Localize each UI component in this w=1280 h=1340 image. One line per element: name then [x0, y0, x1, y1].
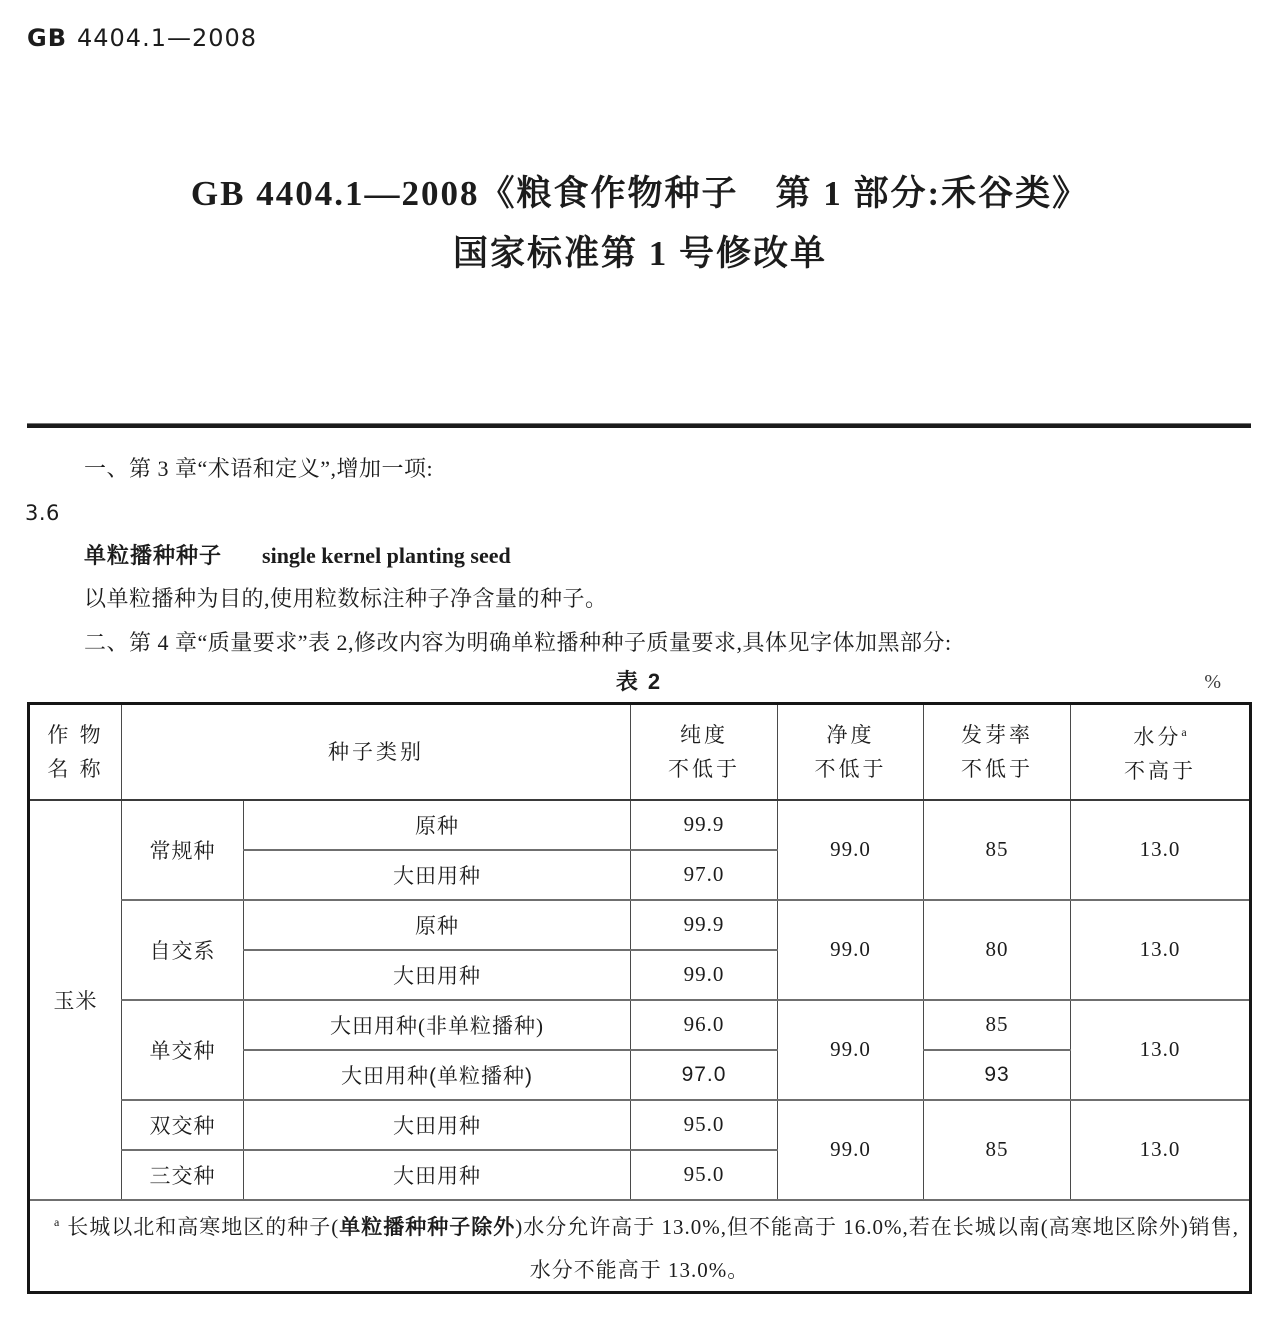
- cell-crop-corn: 玉米: [29, 800, 122, 1200]
- cell-germination-value: 85: [924, 1100, 1071, 1200]
- cell-germination-value: 85: [924, 800, 1071, 900]
- title-line-1: GB 4404.1—2008《粮食作物种子 第 1 部分:禾谷类》: [190, 174, 1090, 213]
- cell-purity-value: 95.0: [631, 1100, 778, 1150]
- cell-purity-value: 97.0: [631, 850, 778, 900]
- cell-seed-non-single-kernel: 大田用种(非单粒播种): [244, 1000, 631, 1050]
- footnote-text-bold: 单粒播种种子除外: [339, 1215, 516, 1239]
- header-cleanliness-line1: 净度: [826, 722, 875, 747]
- cell-moisture-value: 13.0: [1071, 800, 1251, 900]
- cell-seed-datianyongzhong: 大田用种: [244, 1150, 631, 1200]
- cell-seed-yuanzhong: 原种: [244, 800, 631, 850]
- horizontal-rule: [27, 423, 1251, 428]
- cell-type-shuangjiaozhong: 双交种: [122, 1100, 244, 1150]
- header-cell-cleanliness: [778, 704, 924, 800]
- term-definition: 以单粒播种为目的,使用粒数标注种子净含量的种子。: [84, 586, 608, 611]
- table-caption: 表 2: [615, 669, 663, 694]
- cell-moisture-value: 13.0: [1071, 1000, 1251, 1100]
- header-cell-crop-name: [29, 704, 122, 800]
- table-header-row: [29, 704, 1251, 800]
- header-moisture-footnote-mark: a: [1181, 725, 1187, 740]
- cell-seed-datianyongzhong: 大田用种: [244, 1100, 631, 1150]
- standard-number-prefix: GB: [27, 24, 67, 52]
- header-purity-line2: 不低于: [668, 756, 740, 781]
- header-cell-purity: [631, 704, 778, 800]
- header-crop-line2: 名 称: [47, 756, 104, 781]
- cell-germination-value: 80: [924, 900, 1071, 1000]
- table-row: [29, 1000, 1251, 1050]
- footnote-text-part1: 长城以北和高寒地区的种子(: [67, 1214, 340, 1239]
- footnote-cell: [29, 1200, 1251, 1293]
- header-moisture-line2: 不高于: [1124, 759, 1196, 784]
- cell-cleanliness-value: 99.0: [778, 1100, 924, 1200]
- section-1-heading: 一、第 3 章“术语和定义”,增加一项:: [84, 456, 434, 481]
- table-row: [29, 800, 1251, 850]
- table-footnote-row: [29, 1200, 1251, 1293]
- cell-purity-value: 99.9: [631, 800, 778, 850]
- header-germination-line2: 不低于: [961, 756, 1033, 781]
- cell-germination-value: 85: [924, 1000, 1071, 1050]
- cell-type-changguizhong: 常规种: [122, 800, 244, 900]
- table-caption-row: [27, 664, 1251, 700]
- header-cell-seed-category: 种子类别: [122, 704, 631, 800]
- header-cell-germination: [924, 704, 1071, 800]
- term-english: single kernel planting seed: [262, 543, 511, 568]
- table-row: [29, 900, 1251, 950]
- cell-cleanliness-value: 99.0: [778, 800, 924, 900]
- cell-purity-value: 96.0: [631, 1000, 778, 1050]
- cell-purity-value: 99.9: [631, 900, 778, 950]
- cell-cleanliness-value: 99.0: [778, 1000, 924, 1100]
- cell-moisture-value: 13.0: [1071, 1100, 1251, 1200]
- term-line: [0, 541, 1280, 571]
- footnote-text-part3: )水分允许高于 13.0%,但不能高于 16.0%,若在长城以南(高寒地区除外)销售,水分不能高于 13.0%。: [515, 1214, 1240, 1282]
- cell-seed-datianyongzhong: 大田用种: [244, 850, 631, 900]
- header-cell-moisture: [1071, 704, 1251, 800]
- table-row: [29, 1100, 1251, 1150]
- term-chinese: 单粒播种种子: [84, 543, 223, 568]
- cell-seed-single-kernel-bold: 大田用种(单粒播种): [244, 1050, 631, 1100]
- quality-requirements-table: [27, 702, 1252, 1294]
- standard-number: [27, 24, 257, 52]
- cell-type-sanjiaozhong: 三交种: [122, 1150, 244, 1200]
- clause-number: 3.6: [25, 501, 60, 525]
- cell-cleanliness-value: 99.0: [778, 900, 924, 1000]
- title-line-2: 国家标准第 1 号修改单: [452, 234, 827, 273]
- cell-type-zijiaoxi: 自交系: [122, 900, 244, 1000]
- cell-seed-yuanzhong: 原种: [244, 900, 631, 950]
- cell-germination-value-bold: 93: [924, 1050, 1071, 1100]
- cell-purity-value: 95.0: [631, 1150, 778, 1200]
- header-purity-line1: 纯度: [680, 722, 728, 747]
- cell-purity-value-bold: 97.0: [631, 1050, 778, 1100]
- cell-seed-datianyongzhong: 大田用种: [244, 950, 631, 1000]
- cell-moisture-value: 13.0: [1071, 900, 1251, 1000]
- cell-type-danjiaozhong: 单交种: [122, 1000, 244, 1100]
- table-unit-percent: %: [1204, 671, 1221, 693]
- header-crop-line1: 作 物: [47, 722, 104, 747]
- header-germination-line1: 发芽率: [961, 722, 1033, 747]
- standard-number-digits: 4404.1—2008: [77, 24, 258, 52]
- section-2-heading: 二、第 4 章“质量要求”表 2,修改内容为明确单粒播种种子质量要求,具体见字体加黑部分:: [84, 630, 952, 655]
- header-moisture-line1: 水分: [1133, 725, 1182, 750]
- cell-purity-value: 99.0: [631, 950, 778, 1000]
- header-cleanliness-line2: 不低于: [814, 756, 887, 781]
- footnote-mark: a: [53, 1214, 60, 1229]
